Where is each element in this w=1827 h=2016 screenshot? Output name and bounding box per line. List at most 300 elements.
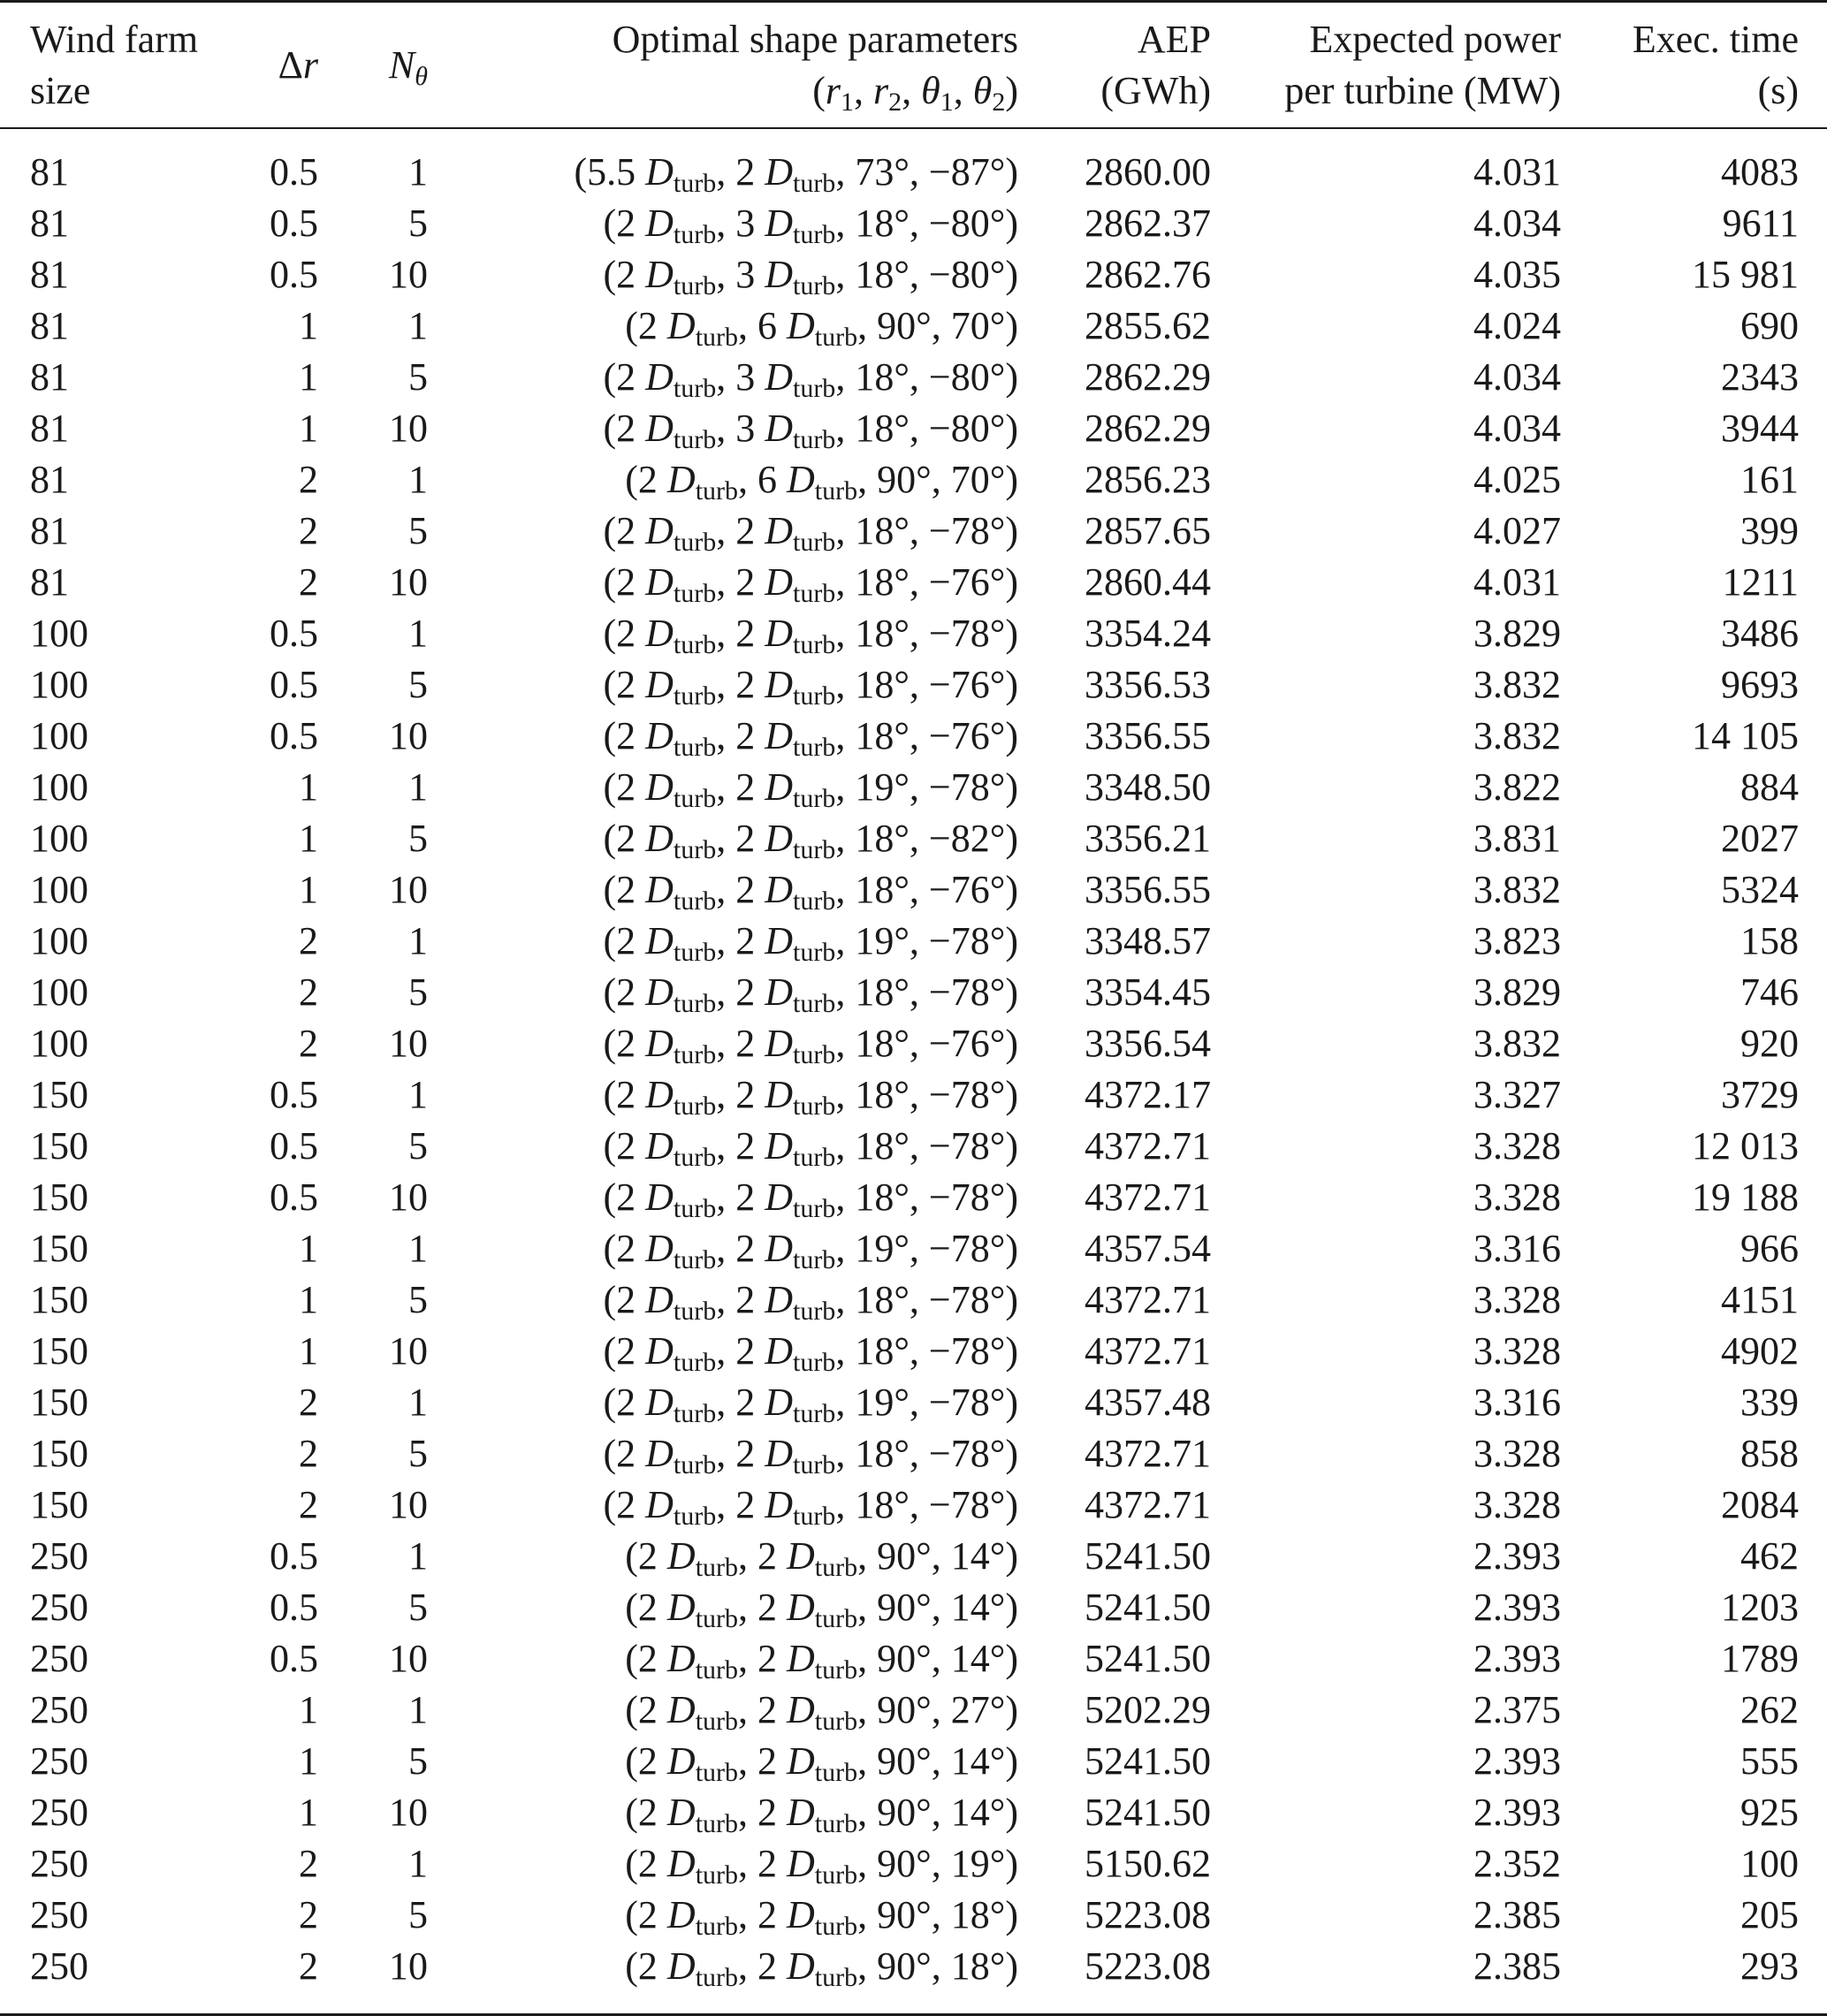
shape-theta1: 18° (855, 253, 910, 296)
cell-exec-time: 19 188 (1692, 1175, 1799, 1219)
shape-r2: 2 (735, 1329, 756, 1373)
cell-n-theta: 5 (408, 817, 428, 860)
cell-size: 150 (30, 1124, 88, 1168)
table-row (0, 1121, 1827, 1172)
table-row (0, 864, 1827, 916)
cell-expected-power: 3.822 (1473, 765, 1561, 809)
header-aep-line2: (GWh) (1100, 68, 1211, 112)
cell-exec-time: 14 105 (1692, 714, 1799, 757)
table-row (0, 300, 1827, 352)
cell-exec-time: 966 (1740, 1227, 1799, 1270)
cell-n-theta: 10 (389, 1175, 428, 1219)
table-row (0, 1326, 1827, 1377)
cell-delta-r: 0.5 (270, 663, 318, 706)
header-expected-power (1211, 2, 1561, 129)
cell-shape-params: (2 $D_{turb}$, 2 $D_{turb}$, 18°, −78°) (603, 1432, 1018, 1480)
shape-theta1: 90° (877, 304, 932, 347)
cell-exec-time: 4083 (1721, 150, 1799, 194)
cell-n-theta: 1 (408, 1688, 428, 1731)
cell-size: 250 (30, 1586, 88, 1629)
cell-expected-power: 3.328 (1473, 1329, 1561, 1373)
cell-shape-params: (2 $D_{turb}$, 2 $D_{turb}$, 90°, 14°) (625, 1586, 1018, 1633)
shape-r1: 2 (616, 253, 636, 296)
cell-exec-time: 5324 (1721, 868, 1799, 911)
cell-exec-time: 690 (1740, 304, 1799, 347)
cell-n-theta: 10 (389, 714, 428, 757)
shape-theta1: 90° (877, 1688, 932, 1731)
cell-exec-time: 555 (1740, 1739, 1799, 1783)
shape-theta1: 18° (855, 1175, 910, 1219)
cell-shape-params: (2 $D_{turb}$, 2 $D_{turb}$, 90°, 14°) (625, 1739, 1018, 1787)
shape-theta1: 18° (855, 355, 910, 399)
cell-shape-params: (2 $D_{turb}$, 2 $D_{turb}$, 18°, −78°) (603, 612, 1018, 659)
shape-r2: 2 (735, 1227, 756, 1270)
cell-exec-time: 12 013 (1692, 1124, 1799, 1168)
cell-expected-power: 3.328 (1473, 1432, 1561, 1475)
cell-size: 150 (30, 1175, 88, 1219)
shape-theta2: −76° (928, 1022, 1006, 1065)
cell-aep: 2855.62 (1085, 304, 1211, 347)
cell-delta-r: 2 (299, 1432, 318, 1475)
cell-n-theta: 10 (389, 560, 428, 604)
header-aep (1018, 2, 1211, 129)
cell-delta-r: 2 (299, 1022, 318, 1065)
cell-expected-power: 3.832 (1473, 1022, 1561, 1065)
cell-aep: 2857.65 (1085, 509, 1211, 552)
cell-size: 100 (30, 612, 88, 655)
shape-r1: 2 (616, 1381, 636, 1424)
shape-r2: 2 (735, 1278, 756, 1321)
cell-delta-r: 0.5 (270, 202, 318, 245)
cell-aep: 4357.54 (1085, 1227, 1211, 1270)
cell-exec-time: 205 (1740, 1893, 1799, 1936)
shape-theta2: −82° (928, 817, 1006, 860)
cell-aep: 5241.50 (1085, 1534, 1211, 1578)
cell-exec-time: 4151 (1721, 1278, 1799, 1321)
cell-n-theta: 1 (408, 1073, 428, 1116)
header-time-line1: Exec. time (1632, 17, 1799, 61)
cell-expected-power: 2.352 (1473, 1842, 1561, 1885)
shape-theta2: −76° (928, 714, 1006, 757)
header-n-theta (318, 2, 428, 129)
shape-theta2: −76° (928, 868, 1006, 911)
shape-r2: 2 (735, 970, 756, 1014)
cell-size: 100 (30, 714, 88, 757)
shape-r2: 3 (735, 355, 756, 399)
table-row (0, 916, 1827, 967)
shape-theta1: 18° (855, 714, 910, 757)
header-size-line2: size (30, 68, 91, 112)
cell-aep: 3356.55 (1085, 714, 1211, 757)
shape-theta2: −78° (928, 1432, 1006, 1475)
cell-size: 150 (30, 1329, 88, 1373)
cell-exec-time: 9693 (1721, 663, 1799, 706)
cell-size: 150 (30, 1381, 88, 1424)
table-body (0, 128, 1827, 2015)
cell-exec-time: 4902 (1721, 1329, 1799, 1373)
cell-expected-power: 4.034 (1473, 202, 1561, 245)
shape-theta2: −76° (928, 663, 1006, 706)
cell-expected-power: 4.025 (1473, 458, 1561, 501)
cell-exec-time: 9611 (1722, 202, 1799, 245)
cell-delta-r: 2 (299, 919, 318, 962)
shape-r2: 2 (735, 509, 756, 552)
shape-theta2: −80° (928, 202, 1006, 245)
cell-size: 250 (30, 1893, 88, 1936)
shape-r1: 2 (637, 1842, 658, 1885)
cell-shape-params: (2 $D_{turb}$, 2 $D_{turb}$, 18°, −78°) (603, 1278, 1018, 1326)
header-time-line2: (s) (1757, 68, 1799, 112)
table-row (0, 1531, 1827, 1582)
cell-exec-time: 3486 (1721, 612, 1799, 655)
cell-aep: 4372.71 (1085, 1124, 1211, 1168)
shape-r2: 2 (735, 868, 756, 911)
cell-aep: 4372.17 (1085, 1073, 1211, 1116)
shape-r1: 2 (637, 1893, 658, 1936)
shape-theta1: 18° (855, 202, 910, 245)
shape-theta1: 18° (855, 1329, 910, 1373)
shape-theta1: 90° (877, 1842, 932, 1885)
cell-aep: 4372.71 (1085, 1278, 1211, 1321)
table-row (0, 249, 1827, 300)
cell-shape-params: (2 $D_{turb}$, 6 $D_{turb}$, 90°, 70°) (625, 304, 1018, 352)
shape-r1: 2 (637, 1637, 658, 1680)
shape-theta1: 18° (855, 407, 910, 450)
cell-size: 81 (30, 253, 69, 296)
cell-expected-power: 3.316 (1473, 1227, 1561, 1270)
cell-n-theta: 10 (389, 868, 428, 911)
cell-delta-r: 0.5 (270, 1175, 318, 1219)
shape-r2: 2 (757, 1791, 778, 1834)
cell-shape-params: (2 $D_{turb}$, 3 $D_{turb}$, 18°, −80°) (603, 202, 1018, 249)
shape-r1: 2 (616, 560, 636, 604)
cell-delta-r: 2 (221, 1941, 318, 2015)
shape-r1: 2 (616, 970, 636, 1014)
shape-theta1: 18° (855, 1432, 910, 1475)
cell-size: 150 (30, 1278, 88, 1321)
shape-theta2: 27° (950, 1688, 1006, 1731)
shape-r2: 2 (735, 919, 756, 962)
cell-n-theta: 1 (408, 1227, 428, 1270)
shape-theta1: 90° (877, 1739, 932, 1783)
shape-theta1: 18° (855, 868, 910, 911)
cell-expected-power: 4.035 (1473, 253, 1561, 296)
shape-theta2: −78° (928, 1175, 1006, 1219)
table-row (0, 711, 1827, 762)
cell-n-theta: 5 (408, 509, 428, 552)
cell-expected-power: 4.024 (1473, 304, 1561, 347)
cell-expected-power: 4.027 (1473, 509, 1561, 552)
cell-size: 81 (30, 304, 69, 347)
table-row (0, 1069, 1827, 1121)
cell-shape-params: (2 $D_{turb}$, 2 $D_{turb}$, 90°, 18°) (625, 1893, 1018, 1941)
shape-r1: 2 (616, 1278, 636, 1321)
cell-shape-params: (2 $D_{turb}$, 2 $D_{turb}$, 18°, −78°) (603, 1329, 1018, 1377)
cell-aep: 2862.29 (1085, 407, 1211, 450)
header-power-line2: per turbine (MW) (1284, 68, 1561, 112)
shape-theta2: 14° (950, 1739, 1006, 1783)
shape-theta1: 19° (855, 919, 910, 962)
cell-expected-power: 4.034 (1473, 355, 1561, 399)
header-row (0, 2, 1827, 129)
shape-r2: 2 (757, 1534, 778, 1578)
table-row (0, 1377, 1827, 1428)
cell-size: 100 (30, 868, 88, 911)
cell-size: 100 (30, 817, 88, 860)
table-row (0, 1633, 1827, 1685)
shape-r2: 2 (735, 1073, 756, 1116)
cell-aep: 5223.08 (1018, 1941, 1211, 2015)
shape-theta1: 90° (877, 1637, 932, 1680)
shape-theta2: 70° (950, 304, 1006, 347)
table-row (0, 659, 1827, 711)
shape-theta1: 18° (855, 817, 910, 860)
cell-size: 81 (30, 407, 69, 450)
cell-n-theta: 1 (408, 612, 428, 655)
cell-delta-r: 0.5 (270, 612, 318, 655)
cell-size: 250 (0, 1941, 221, 2015)
cell-exec-time: 339 (1740, 1381, 1799, 1424)
cell-delta-r: 1 (299, 304, 318, 347)
cell-n-theta: 10 (389, 1637, 428, 1680)
shape-r2: 2 (757, 1637, 778, 1680)
cell-exec-time: 3729 (1721, 1073, 1799, 1116)
shape-r1: 2 (616, 202, 636, 245)
shape-r1: 2 (616, 765, 636, 809)
cell-exec-time: 158 (1740, 919, 1799, 962)
cell-aep: 3356.54 (1085, 1022, 1211, 1065)
cell-expected-power: 3.316 (1473, 1381, 1561, 1424)
cell-size: 100 (30, 1022, 88, 1065)
cell-shape-params: (2 $D_{turb}$, 2 $D_{turb}$, 90°, 14°) (625, 1791, 1018, 1838)
shape-theta2: 18° (950, 1893, 1006, 1936)
cell-exec-time: 858 (1740, 1432, 1799, 1475)
shape-r2: 2 (735, 560, 756, 604)
cell-delta-r: 1 (299, 355, 318, 399)
table-row (0, 506, 1827, 557)
table-row (0, 1685, 1827, 1736)
cell-delta-r: 0.5 (270, 1073, 318, 1116)
cell-aep: 4372.71 (1085, 1329, 1211, 1373)
cell-delta-r: 1 (299, 765, 318, 809)
cell-aep: 3354.45 (1085, 970, 1211, 1014)
cell-exec-time: 1789 (1721, 1637, 1799, 1680)
shape-r2: 2 (735, 1124, 756, 1168)
shape-r2: 2 (735, 1483, 756, 1526)
shape-theta2: 19° (950, 1842, 1006, 1885)
cell-aep: 2860.44 (1085, 560, 1211, 604)
cell-delta-r: 1 (299, 1739, 318, 1783)
shape-theta2: −80° (928, 355, 1006, 399)
shape-theta1: 19° (855, 1227, 910, 1270)
shape-theta2: 14° (950, 1791, 1006, 1834)
cell-n-theta: 10 (389, 1483, 428, 1526)
cell-shape-params: (2 $D_{turb}$, 6 $D_{turb}$, 90°, 70°) (625, 458, 1018, 506)
shape-theta1: 90° (877, 458, 932, 501)
shape-theta2: −80° (928, 407, 1006, 450)
cell-exec-time: 746 (1740, 970, 1799, 1014)
cell-shape-params: (2 $D_{turb}$, 3 $D_{turb}$, 18°, −80°) (603, 355, 1018, 403)
shape-theta2: 14° (950, 1637, 1006, 1680)
cell-n-theta: 5 (408, 1124, 428, 1168)
cell-expected-power: 3.823 (1473, 919, 1561, 962)
shape-r1: 2 (616, 868, 636, 911)
shape-r2: 2 (735, 663, 756, 706)
shape-r1: 2 (637, 1739, 658, 1783)
cell-size: 100 (30, 663, 88, 706)
cell-delta-r: 1 (299, 1791, 318, 1834)
cell-expected-power: 2.385 (1473, 1893, 1561, 1936)
shape-theta1: 73° (855, 150, 910, 194)
cell-exec-time: 100 (1740, 1842, 1799, 1885)
cell-expected-power: 3.832 (1473, 868, 1561, 911)
cell-shape-params: (2 $D_{turb}$, 2 $D_{turb}$, 19°, −78°) (603, 1381, 1018, 1428)
cell-shape-params: (2 $D_{turb}$, 2 $D_{turb}$, 18°, −78°) (603, 1483, 1018, 1531)
cell-n-theta: 10 (389, 407, 428, 450)
cell-aep: 4372.71 (1085, 1175, 1211, 1219)
shape-theta1: 90° (877, 1791, 932, 1834)
shape-r1: 2 (616, 407, 636, 450)
cell-expected-power: 3.328 (1473, 1124, 1561, 1168)
cell-size: 81 (30, 355, 69, 399)
cell-delta-r: 2 (299, 1842, 318, 1885)
cell-delta-r: 0.5 (270, 1124, 318, 1168)
shape-theta2: −78° (928, 1124, 1006, 1168)
cell-size: 81 (30, 202, 69, 245)
shape-r2: 2 (735, 1432, 756, 1475)
cell-exec-time: 2343 (1721, 355, 1799, 399)
shape-theta2: 14° (950, 1534, 1006, 1578)
shape-r1: 2 (616, 919, 636, 962)
cell-n-theta: 5 (408, 202, 428, 245)
cell-expected-power: 4.034 (1473, 407, 1561, 450)
cell-delta-r: 0.5 (270, 150, 318, 194)
cell-aep: 5202.29 (1085, 1688, 1211, 1731)
cell-expected-power: 3.328 (1473, 1483, 1561, 1526)
shape-r1: 2 (637, 304, 658, 347)
shape-theta2: −80° (928, 253, 1006, 296)
shape-theta1: 19° (855, 765, 910, 809)
cell-shape-params: (2 $D_{turb}$, 2 $D_{turb}$, 18°, −76°) (603, 868, 1018, 916)
cell-shape-params: (2 $D_{turb}$, 3 $D_{turb}$, 18°, −80°) (603, 407, 1018, 454)
shape-theta1: 18° (855, 509, 910, 552)
cell-expected-power: 2.375 (1473, 1688, 1561, 1731)
cell-size: 150 (30, 1432, 88, 1475)
cell-n-theta: 5 (408, 1586, 428, 1629)
cell-aep: 3348.50 (1085, 765, 1211, 809)
cell-n-theta: 5 (408, 1893, 428, 1936)
cell-aep: 2862.76 (1085, 253, 1211, 296)
header-shape-line2: ($r_1$, $r_2$, $\theta_1$, $\theta_2$) (812, 68, 1018, 117)
table-row (0, 762, 1827, 813)
cell-n-theta: 1 (408, 765, 428, 809)
table-row (0, 813, 1827, 864)
header-size-line1: Wind farm (30, 17, 199, 61)
table-row (0, 1787, 1827, 1838)
cell-delta-r: 2 (299, 1381, 318, 1424)
shape-r1: 2 (616, 1432, 636, 1475)
shape-r1: 2 (616, 714, 636, 757)
cell-exec-time: 462 (1740, 1534, 1799, 1578)
cell-shape-params: (2 $D_{turb}$, 2 $D_{turb}$, 18°, −78°) (603, 970, 1018, 1018)
cell-size: 81 (30, 509, 69, 552)
shape-theta1: 19° (855, 1381, 910, 1424)
shape-theta1: 18° (855, 663, 910, 706)
cell-n-theta: 10 (389, 1791, 428, 1834)
cell-size: 100 (30, 970, 88, 1014)
shape-theta1: 18° (855, 1073, 910, 1116)
cell-expected-power: 2.393 (1473, 1637, 1561, 1680)
table-row (0, 352, 1827, 403)
cell-n-theta: 1 (408, 304, 428, 347)
cell-shape-params: (2 $D_{turb}$, 2 $D_{turb}$, 18°, −78°) (603, 509, 1018, 557)
cell-delta-r: 0.5 (270, 1586, 318, 1629)
cell-delta-r: 1 (299, 1227, 318, 1270)
cell-n-theta: 5 (408, 1432, 428, 1475)
cell-delta-r: 2 (299, 458, 318, 501)
header-n-theta-label: $N_\theta$ (388, 42, 428, 91)
cell-n-theta: 1 (408, 1842, 428, 1885)
cell-shape-params: (2 $D_{turb}$, 2 $D_{turb}$, 18°, −78°) (603, 1124, 1018, 1172)
cell-n-theta: 10 (389, 1329, 428, 1373)
cell-shape-params: (2 $D_{turb}$, 2 $D_{turb}$, 19°, −78°) (603, 765, 1018, 813)
shape-r1: 2 (616, 1175, 636, 1219)
shape-r1: 2 (616, 1022, 636, 1065)
shape-r1: 2 (616, 509, 636, 552)
cell-aep: 3356.21 (1085, 817, 1211, 860)
shape-r1: 2 (637, 458, 658, 501)
table-row (0, 1428, 1827, 1480)
cell-delta-r: 1 (299, 407, 318, 450)
cell-expected-power: 3.328 (1473, 1278, 1561, 1321)
shape-theta1: 90° (877, 1944, 932, 1988)
cell-expected-power: 2.385 (1211, 1941, 1561, 2015)
header-exec-time (1561, 2, 1827, 129)
shape-theta1: 18° (855, 970, 910, 1014)
shape-r1: 2 (616, 663, 636, 706)
cell-aep: 4357.48 (1085, 1381, 1211, 1424)
cell-expected-power: 3.832 (1473, 714, 1561, 757)
shape-r2: 2 (757, 1944, 778, 1988)
shape-theta2: 70° (950, 458, 1006, 501)
cell-size: 81 (30, 458, 69, 501)
shape-r1: 2 (637, 1944, 658, 1988)
cell-aep: 2862.37 (1085, 202, 1211, 245)
cell-n-theta: 1 (408, 919, 428, 962)
cell-exec-time: 2027 (1721, 817, 1799, 860)
cell-n-theta: 5 (408, 1278, 428, 1321)
cell-aep: 4372.71 (1085, 1432, 1211, 1475)
cell-n-theta: 5 (408, 663, 428, 706)
table-row (0, 454, 1827, 506)
shape-theta1: 18° (855, 560, 910, 604)
shape-theta1: 18° (855, 1022, 910, 1065)
cell-size: 250 (30, 1637, 88, 1680)
shape-r2: 2 (735, 765, 756, 809)
shape-r2: 2 (757, 1688, 778, 1731)
shape-theta1: 90° (877, 1586, 932, 1629)
table-row (0, 1582, 1827, 1633)
table-row (0, 557, 1827, 608)
cell-aep: 3356.53 (1085, 663, 1211, 706)
cell-size: 81 (30, 150, 69, 194)
cell-expected-power: 3.328 (1473, 1175, 1561, 1219)
shape-r2: 3 (735, 202, 756, 245)
cell-size: 250 (30, 1842, 88, 1885)
table-header (0, 2, 1827, 129)
shape-theta1: 18° (855, 1278, 910, 1321)
shape-theta2: −78° (928, 765, 1006, 809)
